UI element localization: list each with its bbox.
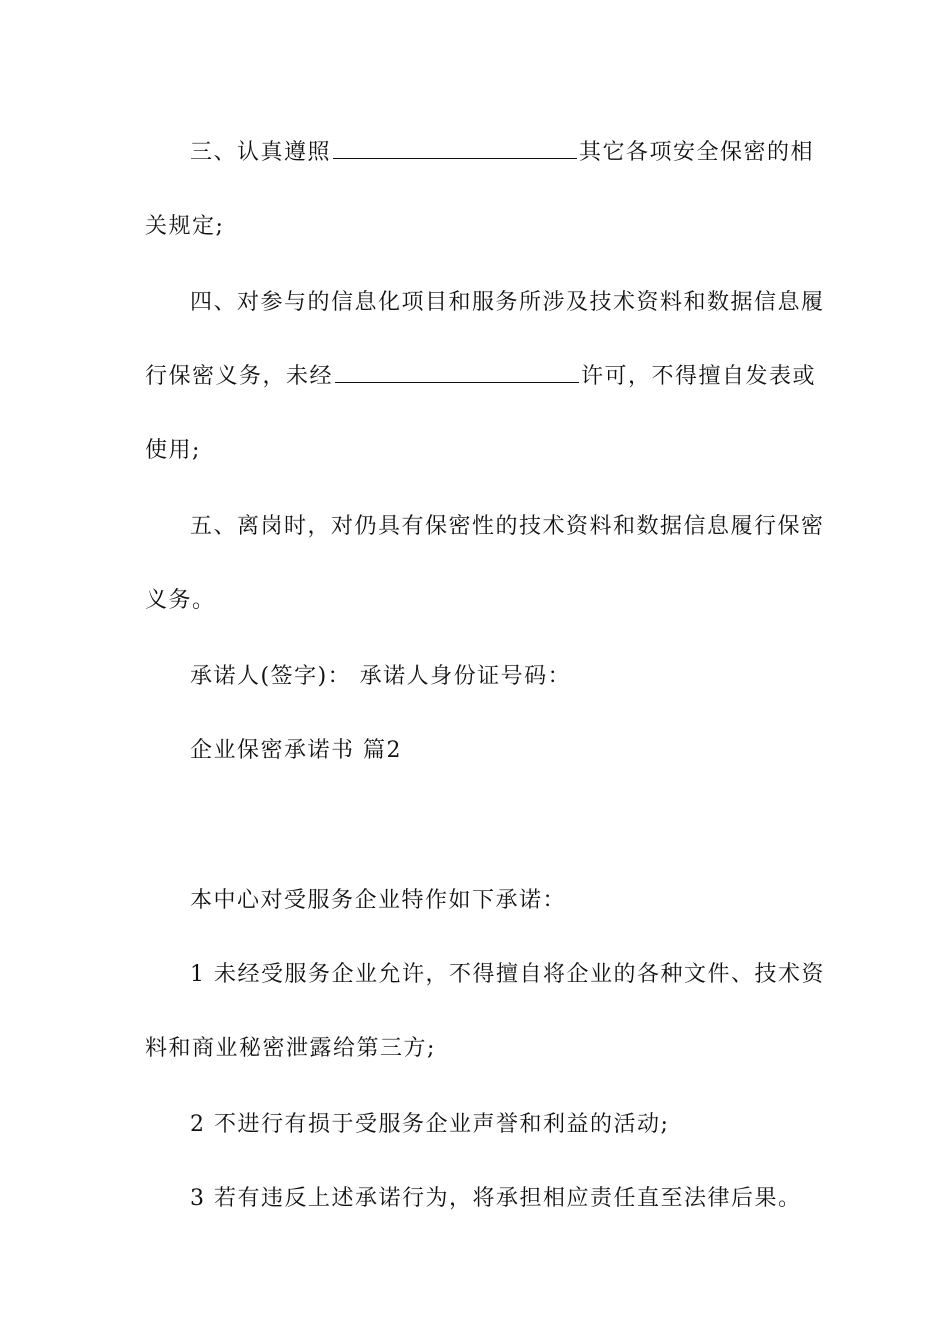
fill-in-blank <box>333 157 577 159</box>
paragraph-4-line-3: 使用; <box>145 438 201 463</box>
intro-paragraph: 本中心对受服务企业特作如下承诺： <box>190 888 567 913</box>
paragraph-3-text-after-blank: 其它各项安全保密的相 <box>579 140 815 165</box>
paragraph-4-text-before-blank: 行保密义务，未经 <box>145 364 334 389</box>
fill-in-blank <box>335 381 579 383</box>
section-title: 企业保密承诺书 篇2 <box>190 738 402 763</box>
signature-line: 承诺人(签字)： 承诺人身份证号码： <box>190 664 572 689</box>
paragraph-4-line-1: 四、对参与的信息化项目和服务所涉及技术资料和数据信息履 <box>190 290 825 315</box>
paragraph-3-line-2: 关规定; <box>145 214 225 239</box>
paragraph-3-text-before-blank: 三、认真遵照 <box>190 140 332 165</box>
paragraph-5-line-1: 五、离岗时，对仍具有保密性的技术资料和数据信息履行保密 <box>190 514 825 539</box>
paragraph-3-line-1 <box>190 138 814 168</box>
item-3: 3 若有违反上述承诺行为，将承担相应责任直至法律后果。 <box>190 1186 802 1211</box>
item-1-line-2: 料和商业秘密泄露给第三方; <box>145 1036 436 1061</box>
paragraph-4-text-after-blank: 许可，不得擅自发表或 <box>581 364 817 389</box>
item-2: 2 不进行有损于受服务企业声誉和利益的活动; <box>190 1112 670 1137</box>
paragraph-4-line-2 <box>145 362 816 392</box>
item-1-line-1: 1 未经受服务企业允许，不得擅自将企业的各种文件、技术资 <box>190 962 825 987</box>
paragraph-5-line-2: 义务。 <box>145 588 216 613</box>
